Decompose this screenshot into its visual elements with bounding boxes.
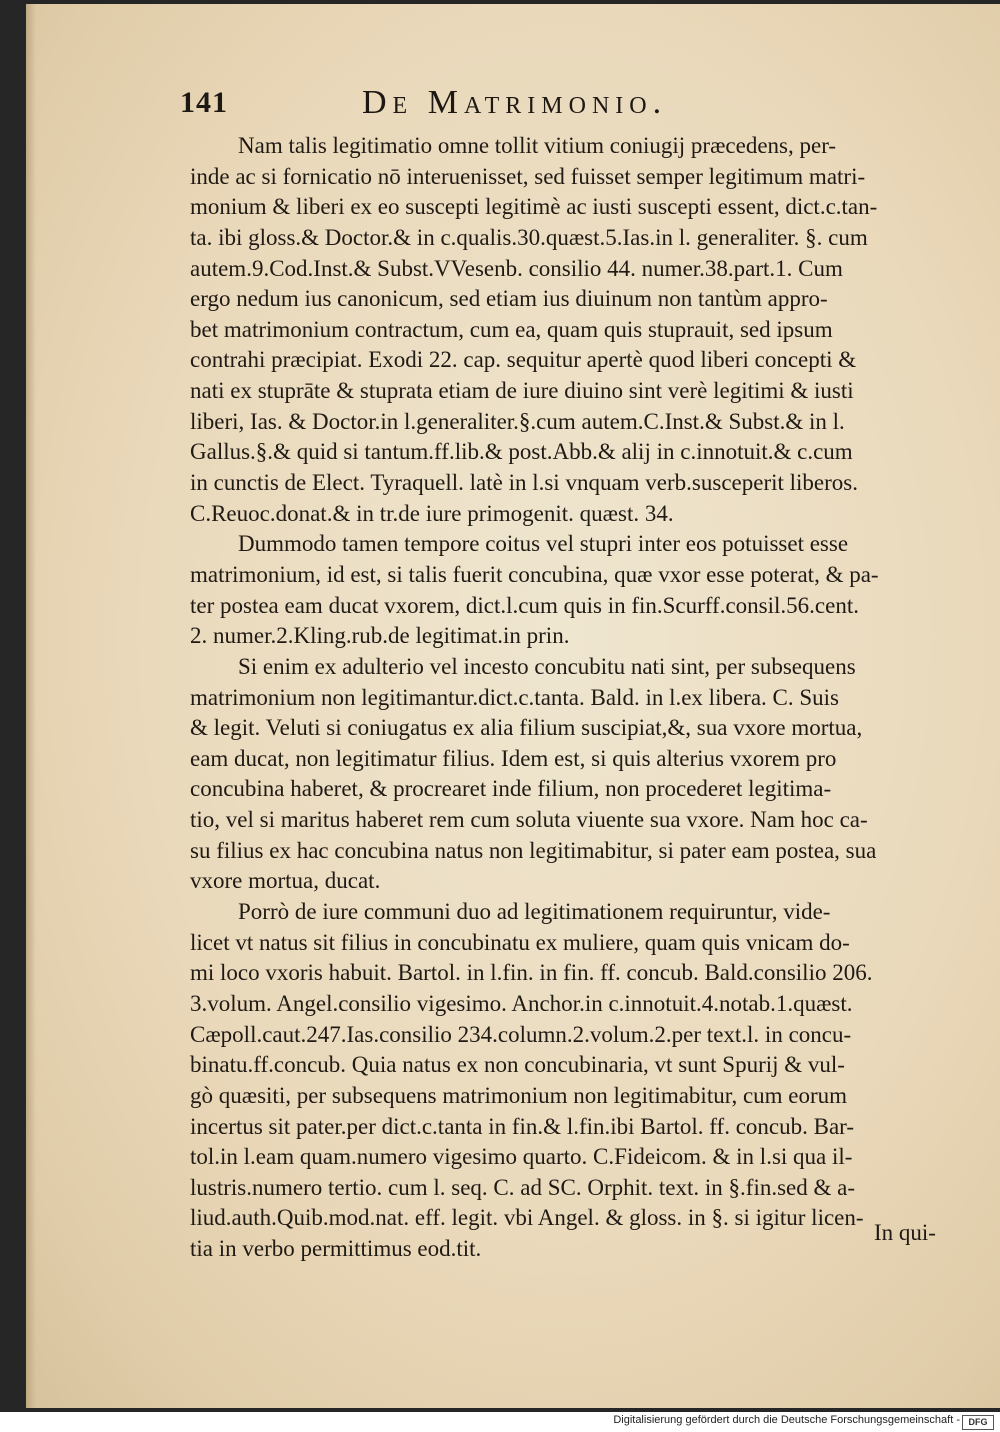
text-line: binatu.ff.concub. Quia natus ex non concubinaria, vt sunt Spurij & vul- <box>190 1052 845 1078</box>
text-line: Nam talis legitimatio omne tollit vitium coniugij præcedens, per- <box>238 133 837 158</box>
text-line: eam ducat, non legitimatur filius. Idem est, si quis alterius vxorem pro <box>190 745 837 771</box>
text-line: incertus sit pater.per dict.c.tanta in fin.& l.fin.ibi Bartol. ff. concub. Bar- <box>190 1113 855 1139</box>
text-line: tia in verbo permittimus eod.tit. <box>190 1236 482 1262</box>
text-line: tio, vel si maritus haberet rem cum soluta viuente sua vxore. Nam hoc ca- <box>190 807 868 833</box>
digitization-footer <box>0 1412 1000 1432</box>
text-line: in cunctis de Elect. Tyraquell. latè in l.si vnquam verb.susceperit liberos. <box>190 470 858 496</box>
text-line: mi loco vxoris habuit. Bartol. in l.fin. in fin. ff. concub. Bald.consilio 206. <box>190 960 873 986</box>
text-line: gò quæsiti, per subsequens matrimonium non legitimabitur, cum eorum <box>190 1082 848 1108</box>
text-line: matrimonium, id est, si talis fuerit concubina, quæ vxor esse poterat, & pa- <box>190 561 879 587</box>
text-line: Si enim ex adulterio vel incesto concubitu nati sint, per subsequens <box>238 653 856 679</box>
text-line: 3.volum. Angel.consilio vigesimo. Anchor.in c.innotuit.4.notab.1.quæst. <box>190 990 853 1016</box>
text-line: ergo nedum ius canonicum, sed etiam ius diuinum non tantùm appro- <box>190 286 828 312</box>
text-line: Gallus.§.& quid si tantum.ff.lib.& post.Abb.& alij in c.innotuit.& c.cum <box>190 439 853 465</box>
text-line: liud.auth.Quib.mod.nat. eff. legit. vbi Angel. & gloss. in §. si igitur licen- <box>190 1205 864 1231</box>
body-text <box>190 131 958 1265</box>
text-line: lustris.numero tertio. cum l. seq. C. ad SC. Orphit. text. in §.fin.sed & a- <box>190 1174 856 1200</box>
text-line: su filius ex hac concubina natus non legitimabitur, si pater eam postea, sua <box>190 837 877 863</box>
text-line: contrahi præcipiat. Exodi 22. cap. sequitur apertè quod liberi concepti & <box>190 347 857 373</box>
text-line: & legit. Veluti si coniugatus ex alia filium suscipiat,&, sua vxore mortua, <box>190 715 863 741</box>
text-line: liberi, Ias. & Doctor.in l.generaliter.§.cum autem.C.Inst.& Subst.& in l. <box>190 408 845 434</box>
page-number: 141 <box>180 86 228 119</box>
text-line: autem.9.Cod.Inst.& Subst.VVesenb. consilio 44. numer.38.part.1. Cum <box>190 255 843 281</box>
text-line: licet vt natus sit filius in concubinatu ex muliere, quam quis vnicam do- <box>190 929 850 955</box>
page-gutter-shadow <box>26 4 36 1408</box>
text-line: ta. ibi gloss.& Doctor.& in c.qualis.30.quæst.5.Ias.in l. generaliter. §. cum <box>190 224 868 250</box>
text-line: Porrò de iure communi duo ad legitimationem requiruntur, vide- <box>238 899 831 925</box>
running-title: De Matrimonio. <box>362 84 668 121</box>
text-line: bet matrimonium contractum, cum ea, quam quis stuprauit, sed ipsum <box>190 316 833 342</box>
page-header <box>180 86 820 130</box>
text-line: matrimonium non legitimantur.dict.c.tanta. Bald. in l.ex libera. C. Suis <box>190 684 840 710</box>
text-line: tol.in l.eam quam.numero vigesimo quarto. C.Fideicom. & in l.si qua il- <box>190 1144 853 1170</box>
text-line: 2. numer.2.Kling.rub.de legitimat.in prin. <box>190 623 570 649</box>
text-line: nati ex stuprāte & stuprata etiam de iure diuino sint verè legitimi & iusti <box>190 378 854 404</box>
text-line: vxore mortua, ducat. <box>190 868 381 894</box>
text-line: C.Reuoc.donat.& in tr.de iure primogenit. quæst. 34. <box>190 500 674 526</box>
text-line: Cæpoll.caut.247.Ias.consilio 234.column.2.volum.2.per text.l. in concu- <box>190 1021 852 1047</box>
catchword: In qui- <box>874 1220 936 1245</box>
text-line: ter postea eam ducat vxorem, dict.l.cum quis in fin.Scurff.consil.56.cent. <box>190 592 859 618</box>
text-line: concubina haberet, & procrearet inde filium, non procederet legitima- <box>190 776 832 802</box>
funding-credit: Digitalisierung gefördert durch die Deutsche Forschungsgemeinschaft - <box>613 1414 960 1426</box>
text-line: monium & liberi ex eo suscepti legitimè ac iusti suscepti essent, dict.c.tan- <box>190 194 878 220</box>
text-line: Dummodo tamen tempore coitus vel stupri inter eos potuisset esse <box>238 531 849 557</box>
text-line: inde ac si fornicatio nō interuenisset, sed fuisset semper legitimum matri- <box>190 163 866 189</box>
dfg-logo: DFG <box>962 1415 994 1430</box>
